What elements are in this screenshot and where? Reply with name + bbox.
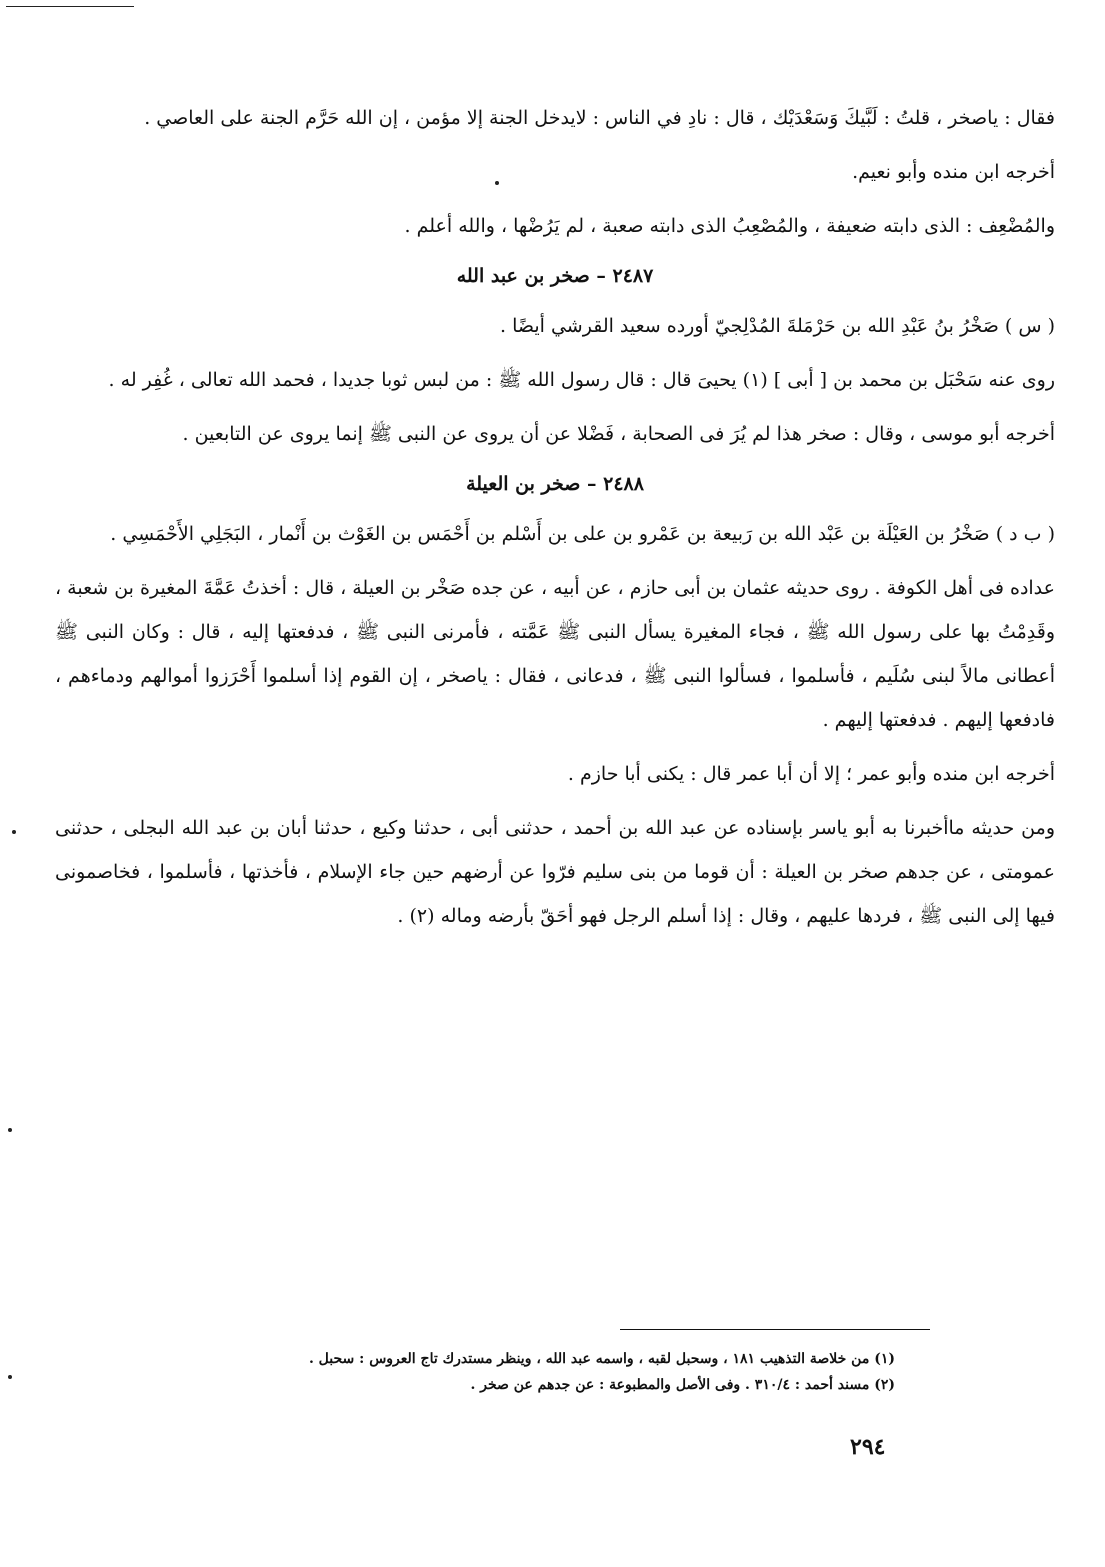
entry-paragraph: ومن حديثه ماأخبرنا به أبو ياسر بإسناده عن عبد الله بن أحمد ، حدثنى أبى ، حدثنا وكيع ، حدثنا أبان بن عبد الله البجلى ، حدثنى عمومتى ، عن جدهم صخر بن العيلة : أن قوما من بنى سليم فرّوا عن أرضهم حين جاء الإسلام ، فأخذتها ، فأسلموا ، فخاصمونى فيها إلى النبى ﷺ ، فردها عليهم ، وقال : إذا أسلم الرجل فهو أحَقّ بأرضه وماله (٢) . <box>55 817 1055 927</box>
entry-paragraph: روى عنه سَحْبَل بن محمد بن [ أبى ] (١) يحيىَ قال : قال رسول الله ﷺ : من لبس ثوبا جديدا ، فحمد الله تعالى ، غُفِر له . <box>108 369 1055 391</box>
entry-paragraph: أخرجه ابن منده وأبو عمر ؛ إلا أن أبا عمر قال : يكنى أبا حازم . <box>567 763 1055 785</box>
paragraph-intro-2: أخرجه ابن منده وأبو نعيم. <box>852 161 1055 183</box>
entry-2488 <box>55 466 1055 938</box>
entry-paragraph: ( س ) صَخْرُ بنُ عَبْدِ الله بن حَرْمَلةَ المُدْلِجيّ أورده سعيد القرشي أيضًا . <box>500 315 1055 337</box>
entry-2487 <box>55 258 1055 456</box>
footnotes <box>230 1346 895 1398</box>
scan-speck <box>8 1128 12 1132</box>
top-border-line <box>6 6 134 7</box>
entry-heading: ٢٤٨٨ – صخر بن العيلة <box>466 473 644 495</box>
entry-paragraph: عداده فى أهل الكوفة . روى حديثه عثمان بن أبى حازم ، عن أبيه ، عن جده صَخْر بن العيلة ، قال : أخذتُ عَمَّةَ المغيرة بن شعبة ، وقَدِمْتُ بها على رسول الله ﷺ ، فجاء المغيرة يسأل النبى ﷺ عَمَّته ، فأمرنى النبى ﷺ ، فدفعتها إليه ، قال : وكان النبى ﷺ أعطانى مالاً لبنى سُلَيم ، فأسلموا ، فسألوا النبى ﷺ ، فدعانى ، فقال : ياصخر ، إن القوم إذا أسلموا أَحْرَزوا أموالهم ودماءهم ، فادفعها إليهم . فدفعتها إليهم . <box>55 577 1055 731</box>
entry-paragraph: أخرجه أبو موسى ، وقال : صخر هذا لم يُرَ فى الصحابة ، فَضْلا عن أن يروى عن النبى ﷺ إنما يروى عن التابعين . <box>182 423 1055 445</box>
paragraph-intro-1: فقال : ياصخر ، قلتُ : لَبَّيكَ وَسَعْدَيْك ، قال : نادِ في الناس : لايدخل الجنة إلا مؤمن ، إن الله حَرَّم الجنة على العاصي . <box>144 107 1055 129</box>
page-body <box>55 96 1055 948</box>
paragraph-intro-3: والمُضْعِف : الذى دابته ضعيفة ، والمُصْعِبُ الذى دابته صعبة ، لم يَرُضْها ، والله أعلم . <box>404 215 1055 237</box>
entry-paragraph: ( ب د ) صَخْرُ بن العَيْلَة بن عَبْد الله بن رَبيعة بن عَمْرو بن على بن أَسْلم بن أَحْمَس بن الغَوْث بن أَنْمار ، البَجَلِي الأَحْمَسِي . <box>110 523 1055 545</box>
scan-speck <box>495 181 499 185</box>
footnote-divider <box>620 1329 930 1330</box>
scan-speck <box>8 1375 12 1379</box>
page-number: ٢٩٤ <box>850 1434 886 1460</box>
footnote-2: (٢) مسند أحمد : ٣١٠/٤ . وفى الأصل والمطبوعة : عن جدهم عن صخر . <box>470 1377 895 1393</box>
scan-speck <box>12 830 16 834</box>
entry-heading: ٢٤٨٧ – صخر بن عبد الله <box>456 265 654 287</box>
footnote-1: (١) من خلاصة التذهيب ١٨١ ، وسحبل لقبه ، واسمه عبد الله ، وينظر مستدرك تاج العروس : سحبل . <box>308 1351 895 1367</box>
